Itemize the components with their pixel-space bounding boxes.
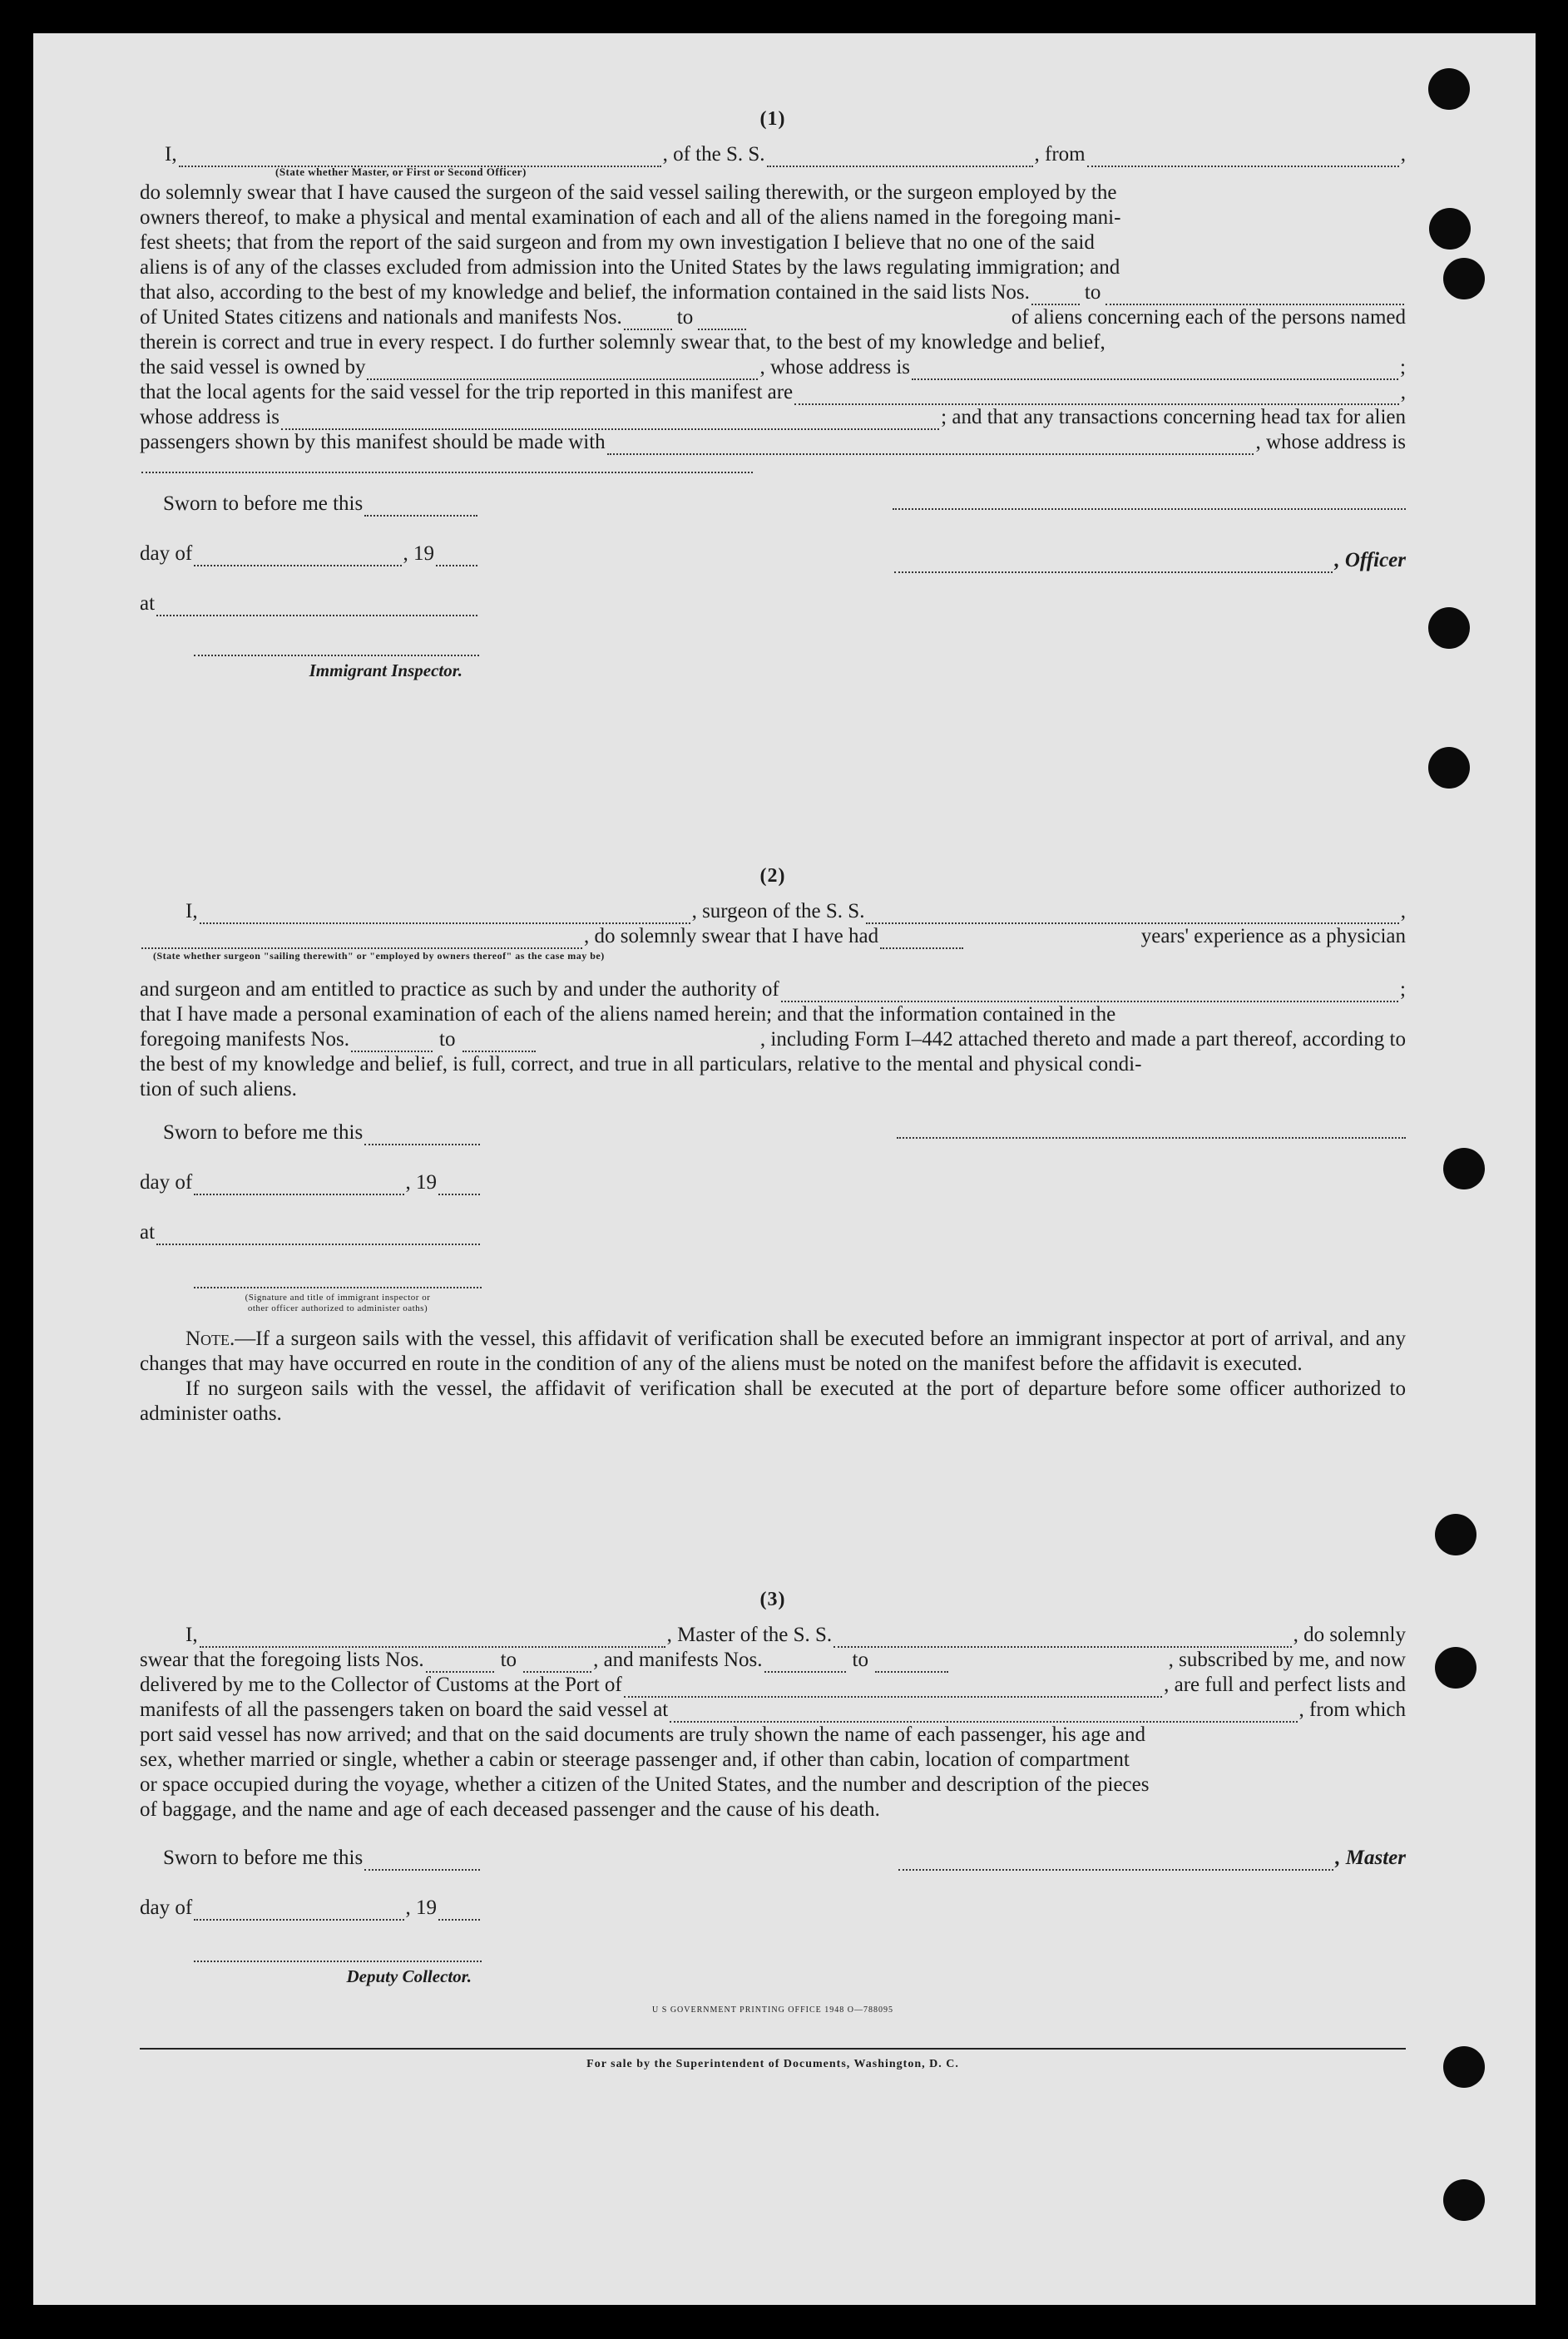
body-line: do solemnly swear that I have caused the surgeon of the said vessel sailing therewith, or the surgeon employed by the: [140, 181, 1117, 204]
comma: ,: [1400, 381, 1406, 403]
lists-line: [140, 280, 1406, 305]
body-line: the best of my knowledge and belief, is full, correct, and true in all particulars, relative to the mental and physical condi-: [140, 1053, 1142, 1076]
agents-field[interactable]: [794, 387, 1399, 405]
day-line: [140, 541, 479, 566]
signature-hint-1: (Signature and title of immigrant inspector or: [245, 1293, 431, 1303]
boarded-text: manifests of all the passengers taken on board the said vessel at: [140, 1699, 669, 1721]
headtax-field[interactable]: [607, 437, 1254, 455]
at-field[interactable]: [156, 598, 477, 616]
semicolon: ;: [1400, 978, 1406, 1001]
year-field[interactable]: [438, 1177, 480, 1195]
from-port-field[interactable]: [1087, 149, 1399, 167]
manifests-line: [140, 305, 1406, 330]
sworn-text: Sworn to before me this: [163, 1121, 364, 1144]
manifests-text: , and manifests Nos.: [593, 1649, 763, 1671]
punch-hole: [1428, 607, 1470, 649]
printing-office: U S GOVERNMENT PRINTING OFFICE 1948 O—788095: [652, 2005, 893, 2015]
headtax-line: [140, 430, 1406, 455]
punch-hole: [1443, 2046, 1485, 2088]
note-body: —If a surgeon sails with the vessel, this affidavit of verification shall be executed before an immigrant inspector at port of arrival, and any changes that may have occurred en route in the condition of any of the aliens must be noted on the manifest before the affidavit is executed.: [140, 1328, 1406, 1375]
boarded-port-field[interactable]: [670, 1704, 1297, 1723]
label-i: I,: [185, 900, 198, 922]
day-line: [140, 1170, 482, 1195]
officer-line: [140, 142, 1406, 167]
sworn-text: Sworn to before me this: [163, 492, 364, 515]
address-label: , whose address is: [759, 356, 911, 378]
lists-line: [140, 1648, 1406, 1673]
master-signature-line: [897, 1846, 1406, 1871]
ship-name-field[interactable]: [833, 1629, 1291, 1648]
day-of-field[interactable]: [194, 1177, 403, 1195]
manifests-to-field[interactable]: [462, 1034, 536, 1052]
manifests-from-field[interactable]: [764, 1654, 846, 1673]
sworn-block-1: [140, 492, 1406, 700]
sworn-block-2: [140, 1120, 1406, 1312]
sworn-date-field[interactable]: [364, 1127, 480, 1145]
at-field[interactable]: [156, 1227, 480, 1245]
punch-hole: [1443, 2179, 1485, 2221]
punch-hole: [1443, 1148, 1485, 1189]
officer-label: , Officer: [1334, 549, 1406, 571]
form-page: [33, 33, 1536, 2305]
owned-line: [140, 355, 1406, 380]
master-name-field[interactable]: [200, 1629, 665, 1648]
lists-from-field[interactable]: [1031, 287, 1080, 305]
label-i: I,: [185, 1624, 198, 1646]
surgeon-name-field[interactable]: [200, 906, 690, 924]
manifests-from-field[interactable]: [624, 312, 672, 330]
swear-text: , do solemnly swear that I have had: [584, 925, 879, 947]
section-number: (3): [759, 1589, 786, 1610]
address-text: whose address is: [140, 406, 280, 428]
officer-signature-field[interactable]: [894, 555, 1333, 573]
note-paragraph: [140, 1327, 1406, 1377]
deputy-label: Deputy Collector.: [346, 1966, 472, 1986]
experience-text: years' experience as a physician: [1140, 925, 1406, 947]
section-number: (2): [759, 865, 786, 887]
master-sig-label: , Master: [1335, 1847, 1406, 1869]
label-i: I,: [165, 143, 177, 166]
manifests-to-field[interactable]: [875, 1654, 948, 1673]
sale-notice: For sale by the Superintendent of Documents, Washington, D. C.: [586, 2058, 959, 2070]
manifests-to-field[interactable]: [698, 312, 746, 330]
ship-name-field[interactable]: [866, 906, 1398, 924]
inspector-signature: [194, 638, 479, 681]
comma: ,: [1400, 900, 1406, 922]
lists-from-field[interactable]: [426, 1654, 494, 1673]
manifests-text-2: of aliens concerning each of the persons named: [1011, 306, 1406, 329]
at-line: [140, 591, 479, 616]
label-from: , from: [1034, 143, 1086, 166]
body-line: owners thereof, to make a physical and mental examination of each and all of the aliens named in the foregoing mani-: [140, 206, 1121, 229]
officer-hint: (State whether Master, or First or Second Officer): [275, 166, 527, 178]
manifests-from-field[interactable]: [351, 1034, 433, 1052]
surgeon-label: , surgeon of the S. S.: [691, 900, 865, 922]
sworn-text: Sworn to before me this: [163, 1847, 364, 1869]
owner-field[interactable]: [367, 362, 758, 380]
boarded-line: [140, 1698, 1406, 1723]
section-number: (1): [759, 108, 786, 130]
sworn-line: [163, 1120, 482, 1145]
agents-address-field[interactable]: [281, 412, 939, 430]
officer-line-2: [893, 548, 1406, 573]
officer-name-field[interactable]: [179, 149, 661, 167]
manifests-text: of United States citizens and nationals and manifests Nos.: [140, 306, 622, 329]
signature-hint-2: other officer authorized to administer oaths): [247, 1303, 428, 1313]
headtax-text: ; and that any transactions concerning head tax for alien: [941, 406, 1406, 428]
punch-hole: [1429, 208, 1471, 250]
year-field[interactable]: [436, 548, 477, 566]
sworn-line: [163, 492, 479, 517]
sworn-date-field[interactable]: [364, 1852, 480, 1871]
day-line: [140, 1896, 482, 1921]
at-line: [140, 1220, 482, 1245]
perfect-text: , are full and perfect lists and: [1164, 1674, 1406, 1696]
subscribed-text: , subscribed by me, and now: [1168, 1649, 1406, 1671]
authority-field[interactable]: [781, 984, 1398, 1002]
body-line: of baggage, and the name and age of each deceased passenger and the cause of his death.: [140, 1798, 880, 1821]
agents-line: [140, 380, 1406, 405]
section-2: [140, 865, 1406, 1427]
day-of-field[interactable]: [194, 548, 401, 566]
deputy-signature: [194, 1944, 482, 1987]
lists-text: swear that the foregoing lists Nos.: [140, 1649, 424, 1671]
agents-text: that the local agents for the said vessel for the trip reported in this manifest are: [140, 381, 794, 403]
label-of-ss: , of the S. S.: [662, 143, 765, 166]
from-which-text: , from which: [1298, 1699, 1406, 1721]
note-label: Note.: [185, 1328, 235, 1350]
master-label: , Master of the S. S.: [666, 1624, 833, 1646]
day-of-text: day of: [140, 1896, 193, 1919]
address-line: [140, 405, 1406, 430]
inspector-label: Immigrant Inspector.: [309, 660, 462, 680]
year-text: , 19: [405, 1171, 437, 1194]
sworn-block-3: [140, 1846, 1406, 2004]
punch-hole: [1435, 1514, 1476, 1555]
to-label: to: [852, 1649, 868, 1671]
sworn-line: [163, 1846, 482, 1871]
to-label: to: [1084, 281, 1101, 304]
port-field[interactable]: [624, 1679, 1162, 1698]
year-text: , 19: [405, 1896, 437, 1919]
inspector-signature-line[interactable]: [194, 1270, 482, 1288]
section-1: [140, 108, 1406, 700]
body-line: aliens is of any of the classes excluded from admission into the United States by the laws regulating immigration; and: [140, 256, 1120, 279]
body-line: or space occupied during the voyage, whether a citizen of the United States, and the number and description of the pieces: [140, 1773, 1150, 1796]
master-signature-field[interactable]: [898, 1852, 1333, 1871]
surgeon-status-field[interactable]: [141, 931, 582, 949]
solemnly-text: , do solemnly: [1293, 1624, 1406, 1646]
authority-line: [140, 977, 1406, 1002]
owned-text: the said vessel is owned by: [140, 356, 366, 378]
year-field[interactable]: [438, 1902, 480, 1921]
body-line: therein is correct and true in every respect. I do further solemnly swear that, to the best of my knowledge and belief,: [140, 331, 1106, 354]
note-paragraph-2: [140, 1377, 1406, 1427]
day-of-field[interactable]: [194, 1902, 403, 1921]
sworn-date-field[interactable]: [364, 498, 477, 517]
at-text: at: [140, 1221, 156, 1244]
form-text: , including Form I–442 attached thereto and made a part thereof, according to: [759, 1028, 1406, 1051]
port-line: [140, 1673, 1406, 1698]
at-text: at: [140, 592, 156, 615]
year-text: , 19: [403, 542, 434, 565]
semicolon: ;: [1400, 356, 1406, 378]
to-label: to: [439, 1028, 456, 1051]
surgeon-hint: (State whether surgeon "sailing therewith" or "employed by owners thereof" as the case may be): [153, 950, 605, 962]
punch-hole: [1428, 68, 1470, 110]
ship-name-field[interactable]: [767, 149, 1033, 167]
authority-text: and surgeon and am entitled to practice as such by and under the authority of: [140, 978, 779, 1001]
owner-address-field[interactable]: [912, 362, 1398, 380]
experience-line: [140, 924, 1406, 949]
lists-to-field[interactable]: [1106, 287, 1404, 305]
section-1-body: [140, 180, 1406, 473]
lists-text: that also, according to the best of my knowledge and belief, the information contained in the said lists Nos.: [140, 281, 1030, 304]
lists-to-field[interactable]: [523, 1654, 591, 1673]
inspector-signature-2: [194, 1270, 482, 1314]
body-line: tion of such aliens.: [140, 1078, 297, 1100]
manifests-line: [140, 1027, 1406, 1052]
to-label: to: [676, 306, 694, 329]
body-line: fest sheets; that from the report of the said surgeon and from my own investigation I believe that no one of the said: [140, 231, 1095, 254]
headtax-address-line: [140, 455, 1406, 473]
footer-rule: [140, 2048, 1406, 2050]
punch-hole: [1428, 747, 1470, 789]
punch-hole: [1435, 1647, 1476, 1689]
day-of-text: day of: [140, 1171, 193, 1194]
body-line: sex, whether married or single, whether a cabin or steerage passenger and, if other than cabin, location of compartment: [140, 1748, 1130, 1771]
years-field[interactable]: [880, 931, 963, 949]
officer-signature-line[interactable]: [893, 492, 1406, 510]
headtax-text: passengers shown by this manifest should be made with: [140, 431, 606, 453]
surgeon-signature-line[interactable]: [897, 1120, 1406, 1139]
to-label: to: [500, 1649, 517, 1671]
section-3: [140, 1589, 1406, 2071]
deputy-signature-line[interactable]: [194, 1944, 482, 1962]
surgeon-line: [140, 899, 1406, 924]
address-label: , whose address is: [1255, 431, 1406, 453]
manifests-text: foregoing manifests Nos.: [140, 1028, 350, 1051]
headtax-address-field[interactable]: [141, 455, 753, 473]
body-line: that I have made a personal examination of each of the aliens named herein; and that the information contained in the: [140, 1003, 1116, 1026]
day-of-text: day of: [140, 542, 193, 565]
port-text: delivered by me to the Collector of Customs at the Port of: [140, 1674, 622, 1696]
master-line: [140, 1623, 1406, 1648]
comma: ,: [1400, 143, 1406, 166]
body-line: port said vessel has now arrived; and that on the said documents are truly shown the name of each passenger, his age and: [140, 1723, 1146, 1746]
inspector-signature-line[interactable]: [194, 638, 479, 656]
note-body-2: If no surgeon sails with the vessel, the affidavit of verification shall be executed at the port of departure before some officer authorized to administer oaths.: [140, 1377, 1406, 1425]
punch-hole: [1443, 258, 1485, 299]
